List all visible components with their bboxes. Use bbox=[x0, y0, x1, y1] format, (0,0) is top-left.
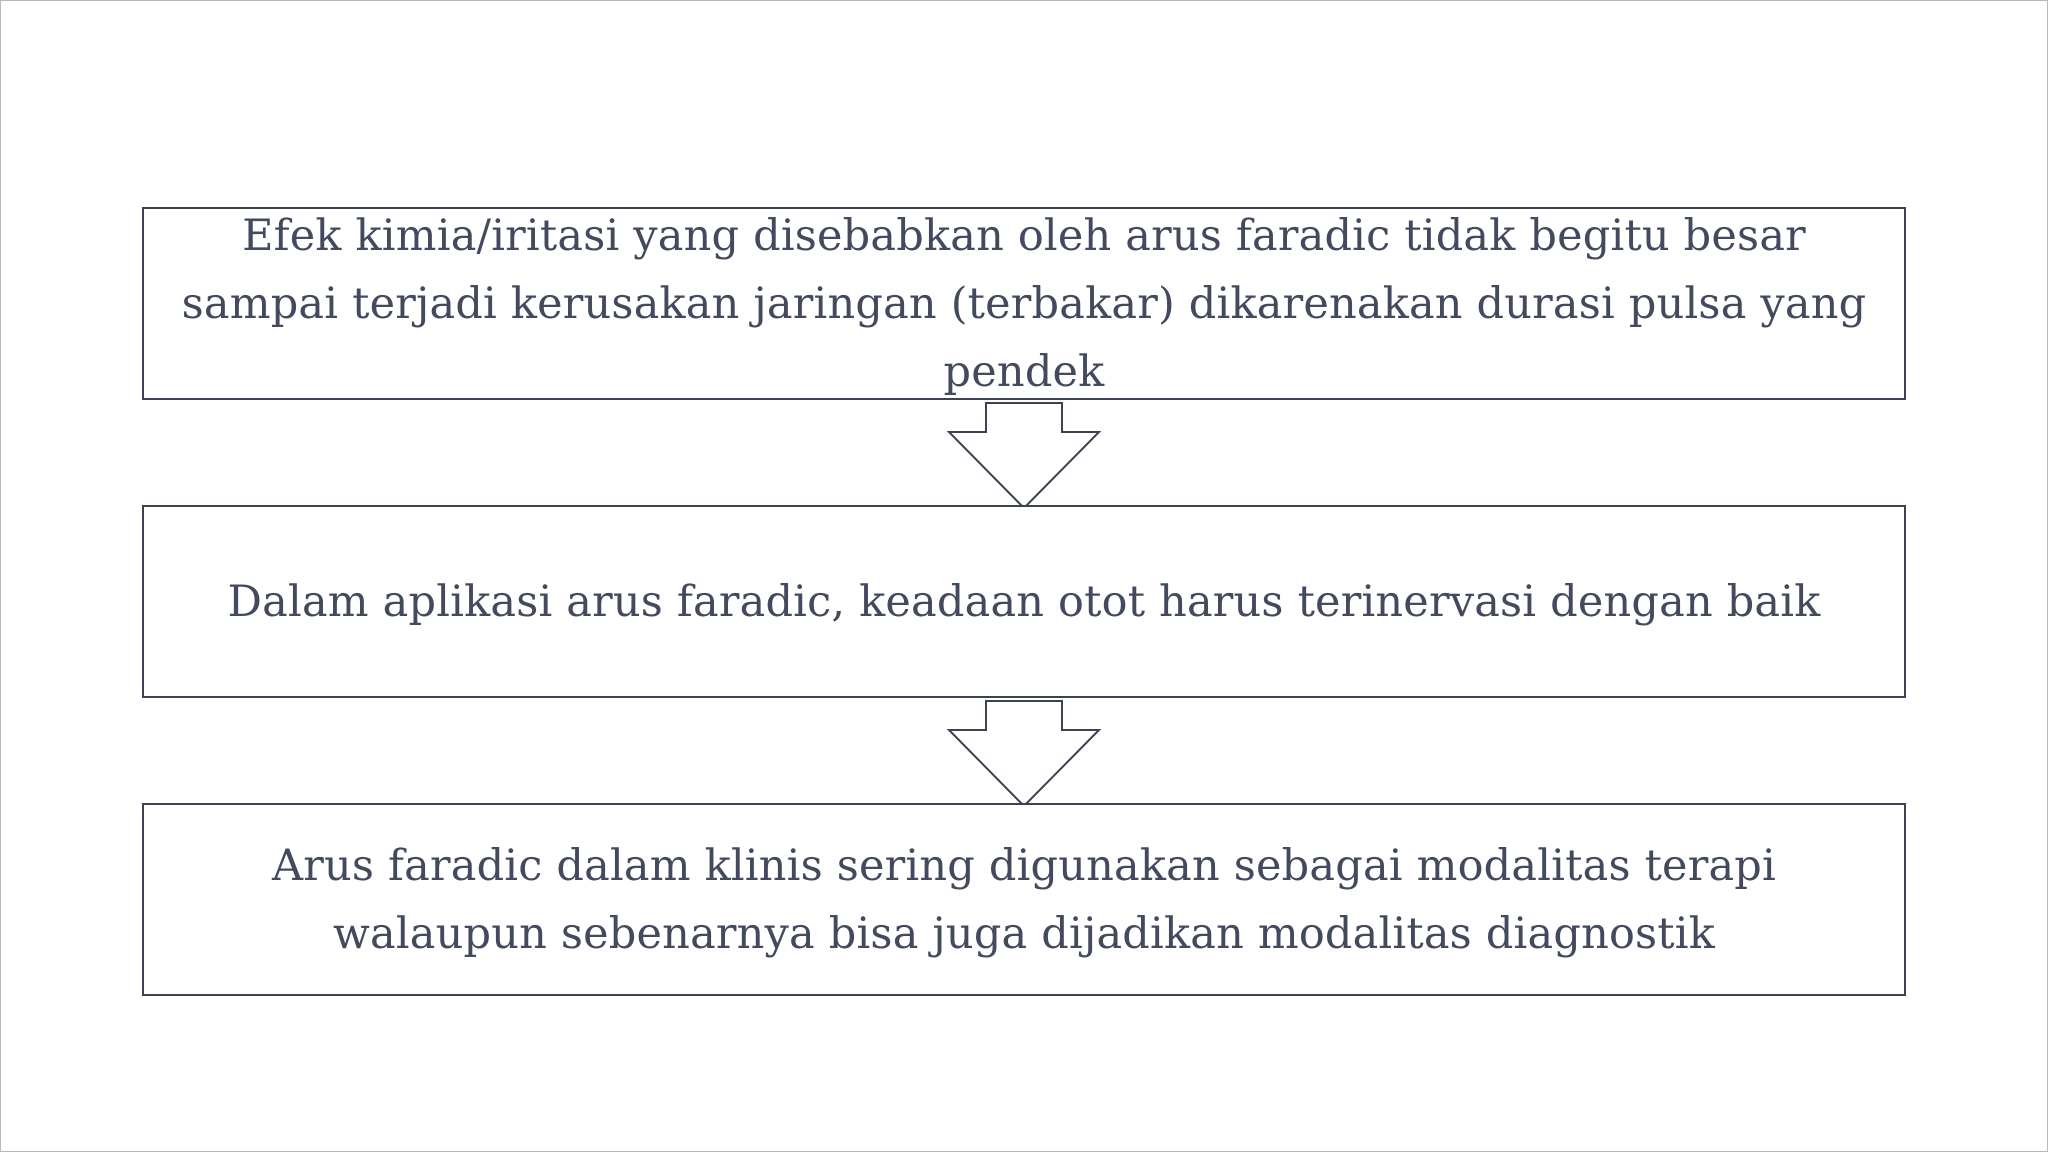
flow-step-2 bbox=[142, 505, 1906, 698]
flow-step-2-text: Dalam aplikasi arus faradic, keadaan otot harus terinervasi dengan baik bbox=[227, 576, 1821, 627]
flow-step-1-text: Efek kimia/iritasi yang disebabkan oleh arus faradic tidak begitu besar sampai terjadi kerusakan jaringan (terbakar) dikarenakan durasi pulsa yang pendek bbox=[181, 210, 1867, 397]
down-arrow-icon bbox=[946, 402, 1102, 510]
flow-step-3 bbox=[142, 803, 1906, 996]
down-arrow-icon bbox=[946, 700, 1102, 808]
flow-step-1 bbox=[142, 207, 1906, 400]
flow-step-3-text: Arus faradic dalam klinis sering digunakan sebagai modalitas terapi walaupun sebenarnya bisa juga dijadikan modalitas diagnostik bbox=[272, 840, 1776, 959]
